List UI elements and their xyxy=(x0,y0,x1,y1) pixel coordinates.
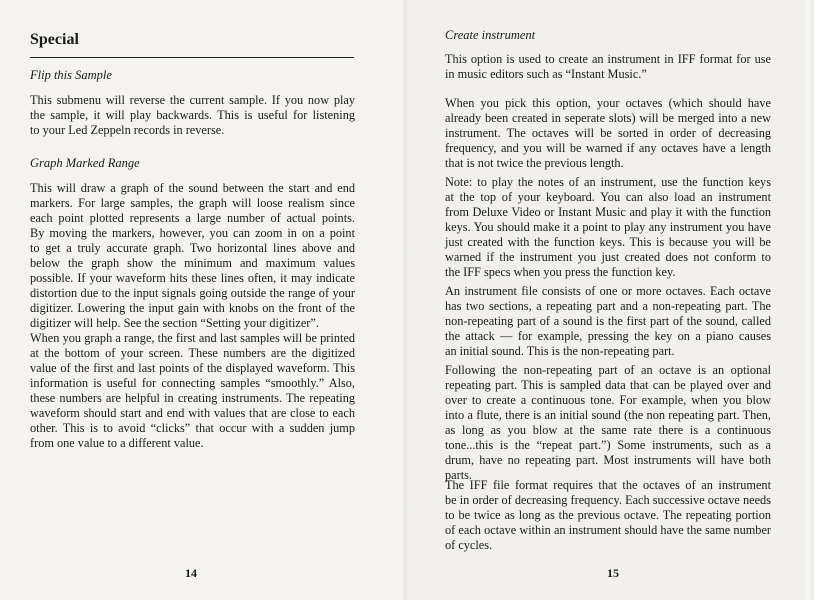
text-line: the IFF specs when you press the function key. xyxy=(445,265,676,279)
paragraph-pick-option xyxy=(445,96,771,171)
text-line: frequency, and you will be warned if any octaves have a length xyxy=(445,141,771,155)
text-line: drum, have no repeating part. Most instruments will have both xyxy=(445,453,771,467)
text-line: digitizer. Lowering the input gain with knobs on the front of the xyxy=(30,301,355,315)
text-line: distortion due to the input signals going outside the range of your xyxy=(30,286,355,300)
text-line: to get a truly accurate graph. Two horizontal lines above and xyxy=(30,241,355,255)
subheading-graph-marked-range: Graph Marked Range xyxy=(30,156,140,170)
paragraph-repeating-part xyxy=(445,363,771,483)
text-line: instrument. The octaves will be sorted in order of decreasing xyxy=(445,126,771,140)
paragraph-note-function-keys xyxy=(445,175,771,280)
page-number: 15 xyxy=(607,566,619,580)
text-line: of each octave within an instrument should have the same number xyxy=(445,523,771,537)
text-line: to be twice as long as the previous octave. The repeating portion xyxy=(445,508,771,522)
paragraph-flip-sample xyxy=(30,93,355,138)
text-line: This submenu will reverse the current sample. If you now play xyxy=(30,93,355,107)
text-line: below the graph show the minimum and maximum values xyxy=(30,256,355,270)
text-line: When you pick this option, your octaves (which should have xyxy=(445,96,771,110)
text-line: other. This is to avoid “clicks” that occur with a sudden jump xyxy=(30,421,355,435)
paragraph-iff-format xyxy=(445,478,771,553)
paragraph-graph-range-numbers xyxy=(30,331,355,451)
text-line: keys. You should make it a point to play any instrument you have xyxy=(445,220,771,234)
text-line: tone...this is the “repeat part.”) Some instruments, such as a xyxy=(445,438,771,452)
left-page xyxy=(0,0,404,600)
text-line: When you graph a range, the first and last samples will be printed xyxy=(30,331,355,345)
page-number: 14 xyxy=(185,566,197,580)
text-line: each point plotted represents a large number of actual points. xyxy=(30,211,355,225)
text-line: markers. For large samples, the graph will loose realism since xyxy=(30,196,355,210)
text-line: at the bottom of your screen. These numbers are the digitized xyxy=(30,346,355,360)
text-line: over to create a continuous tone. For example, when you blow xyxy=(445,393,771,407)
text-line: into a flute, there is an initial sound (the non repeating part. Then, xyxy=(445,408,771,422)
book-spine xyxy=(402,0,408,600)
page-edge xyxy=(802,0,814,600)
text-line: in music editors such as “Instant Music.” xyxy=(445,67,647,81)
right-page xyxy=(404,0,814,600)
text-line: of cycles. xyxy=(445,538,493,552)
paragraph-create-intro xyxy=(445,52,771,82)
text-line: The IFF file format requires that the octaves of an instrument xyxy=(445,478,771,492)
text-line: possible. If your waveform hits these lines often, it may indicate xyxy=(30,271,355,285)
text-line: By moving the markers, however, you can zoom in on a point xyxy=(30,226,355,240)
text-line: the attack — for example, pressing the key on a piano causes xyxy=(445,329,771,343)
subheading-flip-sample: Flip this Sample xyxy=(30,68,112,82)
text-line: information is useful for connecting samples “smoothly.” Also, xyxy=(30,376,355,390)
text-line: already been created in seperate slots) will be merged into a new xyxy=(445,111,771,125)
paragraph-instrument-file xyxy=(445,284,771,359)
text-line: Following the non-repeating part of an octave is an optional xyxy=(445,363,771,377)
text-line: has two sections, a repeating part and a non-repeating part. The xyxy=(445,299,771,313)
text-line: from one value to a different value. xyxy=(30,436,204,450)
text-line: This will draw a graph of the sound between the start and end xyxy=(30,181,355,195)
paragraph-graph-marked-range xyxy=(30,181,355,331)
text-line: from Deluxe Video or Instant Music and play it with the function xyxy=(445,205,771,219)
text-line: waveform should start and end with values that are close to each xyxy=(30,406,355,420)
subheading-create-instrument: Create instrument xyxy=(445,28,536,42)
text-line: An instrument file consists of one or more octaves. Each octave xyxy=(445,284,771,298)
text-line: non-repeating part of a sound is the first part of the sound, called xyxy=(445,314,771,328)
text-line: the sample, it will play backwards. This is useful for listening xyxy=(30,108,355,122)
text-line: be in order of decreasing frequency. Each successive octave needs xyxy=(445,493,771,507)
text-line: warned if the instrument you just created does not conform to xyxy=(445,250,771,264)
text-line: these numbers are helpful in creating instruments. The repeating xyxy=(30,391,355,405)
text-line: Note: to play the notes of an instrument, use the function keys xyxy=(445,175,771,189)
title-rule xyxy=(30,57,354,58)
text-line: at the top of your keyboard. You can also load an instrument xyxy=(445,190,771,204)
text-line: parts. xyxy=(445,468,472,482)
text-line: to your Led Zeppeln records in reverse. xyxy=(30,123,225,137)
text-line: value of the first and last points of the displayed waveform. This xyxy=(30,361,355,375)
text-line: an initial sound. This is the non-repeating part. xyxy=(445,344,675,358)
text-line: as long as you blow at the same rate there is a continuous xyxy=(445,423,771,437)
text-line: digitizer will help. See the section “Setting your digitizer”. xyxy=(30,316,319,330)
text-line: This option is used to create an instrument in IFF format for use xyxy=(445,52,771,66)
text-line: that is not twice the previous length. xyxy=(445,156,624,170)
text-line: repeating part. This is sampled data that can be played over and xyxy=(445,378,771,392)
text-line: just created with the function keys. This is because you will be xyxy=(445,235,771,249)
section-title: Special xyxy=(30,31,79,48)
